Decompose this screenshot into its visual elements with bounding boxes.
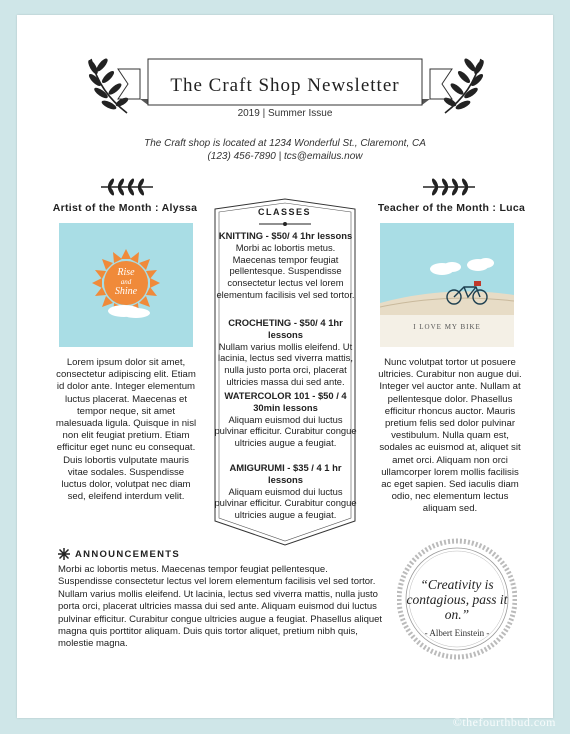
- issue-label: 2019 | Summer Issue: [237, 108, 333, 119]
- shop-address: The Craft shop is located at 1234 Wonderful St., Claremont, CA: [144, 138, 426, 149]
- class-knitting: KNITTING - $50/ 4 1hr lessons Morbi ac lobortis metus. Maecenas tempor feugiat pellentesque. Suspendisse consectetur lectus vel lorem elementum facilisis vel sed tortor.: [216, 230, 355, 300]
- quote-text: “Creativity is contagious, pass it on.”: [406, 577, 508, 622]
- announcements-heading: ANNOUNCEMENTS: [75, 549, 181, 560]
- class-watercolor: WATERCOLOR 101 - $50 / 4 30min lessons Aliquam euismod dui luctus pulvinar efficitur. Curabitur congue ultricies augue a feugiat.: [214, 390, 357, 449]
- sun-text: Rise and Shine: [114, 267, 138, 297]
- classes-heading: CLASSES: [257, 207, 311, 217]
- quote-author: - Albert Einstein -: [424, 628, 490, 638]
- asterisk-icon: [58, 548, 70, 560]
- teacher-image: [380, 223, 514, 347]
- artist-text: Lorem ipsum dolor sit amet, consectetur adipiscing elit. Etiam id dolor ante. Integer elementum luctus placerat. Maecenas et tempor neque, sit amet malesuada ligula. Quisque in nisl non elit feugiat pretium. Etiam efficitur eget nunc eu consequat. Duis lobortis vulputate mauris vitae sodales. Suspendisse luctus dolor, volutpat nec diam sed, eleifend interdum velit.: [55, 357, 197, 503]
- class-amigurumi: AMIGURUMI - $35 / 4 1 hr lessons Aliquam euismod dui luctus pulvinar efficitur. Curabitur congue ultricies augue a feugiat.: [214, 462, 357, 521]
- bike-caption: I LOVE MY BIKE: [413, 323, 481, 331]
- watermark: ©thefourthbud.com: [452, 715, 556, 729]
- newsletter-page: [17, 15, 553, 718]
- artist-heading: Artist of the Month : Alyssa: [52, 202, 198, 214]
- teacher-text: Nunc volutpat tortor ut posuere ultricies. Curabitur non augue dui. Integer vel auctor ante. Nullam at pellentesque dolor. Phasellus efficitur rhoncus auctor. Mauris pretium felis sed dolor pulvinar vestibulum. Nulla quam est, sodales ac euismod at, aliquet sit amet orci. Aliquam non orci ullamcorper lorem mollis facilisis ac eget sapien. Sed iaculis diam odio, nec elementum lectus aliquam sed.: [378, 357, 522, 515]
- left-sprig-icon: [99, 178, 155, 196]
- class-crocheting: CROCHETING - $50/ 4 1hr lessons Nullam varius mollis eleifend. Ut lacinia, lectus sed viverra mattis, nulla justo porta orci, placerat ultricies massa dui sed ante.: [218, 317, 353, 387]
- newsletter-title: The Craft Shop Newsletter: [170, 75, 400, 96]
- announcements-text: Morbi ac lobortis metus. Maecenas tempor feugiat pellentesque. Suspendisse consectetur lectus vel lorem elementum facilisis vel sed tortor. Nullam varius mollis eleifend. Ut lacinia, lectus sed viverra mattis, nulla justo porta orci, placerat ultricies massa dui sed ante. Aliquam euismod dui luctus pulvinar efficitur. Curabitur congue ultricies augue a feugiat. Phasellus aliquet magna quis porttitor aliquam. Duis quis tortor aliquet, pretium nibh quis, molestie magna.: [58, 564, 383, 650]
- teacher-heading: Teacher of the Month : Luca: [377, 202, 526, 214]
- classes-divider-icon: [257, 219, 313, 229]
- right-sprig-icon: [421, 178, 477, 196]
- artist-image: [59, 223, 193, 347]
- shop-contact: (123) 456-7890 | tcs@emailus.now: [207, 151, 363, 162]
